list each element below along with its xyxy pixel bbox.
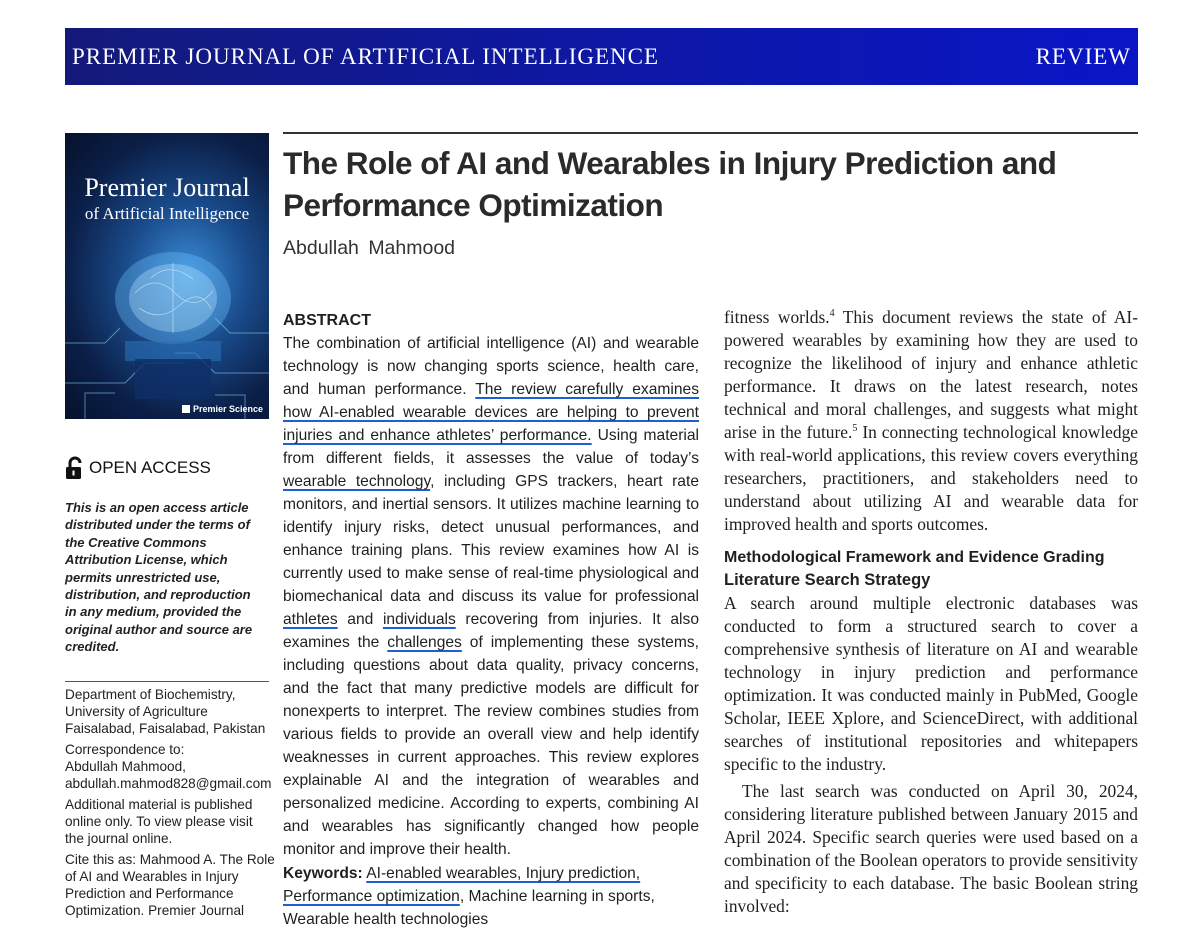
body-text: This document reviews the state of AI-powered wearables by examining how they are used to recognize the likelihood of injury and enhance athletic performance. It draws on the latest research, notes technical and moral challenges, and suggests what might arise in the future.: [724, 307, 1138, 442]
section-heading: Methodological Framework and Evidence Grading: [724, 549, 1105, 566]
license-statement: This is an open access article distributed under the terms of the Creative Commons Attribution License, which permits unrestricted use, distribution, and reproduction in any medium, provided the original author and source are credited.: [65, 500, 253, 655]
correspondence-name: Abdullah Mahmood,: [65, 759, 186, 774]
department: Department of Biochemistry, University of Agriculture Faisalabad, Faisalabad, Pakistan: [65, 687, 266, 736]
journal-banner: [65, 28, 1138, 85]
cover-title: Premier Journal: [84, 173, 250, 202]
abstract-section: [283, 309, 699, 931]
open-lock-icon: [65, 456, 85, 480]
abstract-text: , including GPS trackers, heart rate monitors, and inertial sensors. It utilizes machine learning to identify injury risks, detect unusual performances, and enhance training plans. This review examines how AI is currently used to make sense of real-time physiological and biomechanical data and discuss its value for professional: [283, 473, 699, 605]
reference-superscript[interactable]: 5: [852, 423, 858, 435]
abstract-highlight: The review carefully examines how AI-enabled wearable devices are helping to prevent injuries and enhance athletes’ performance.: [283, 381, 699, 444]
author-name: Abdullah Mahmood: [283, 237, 456, 259]
abstract-highlight: wearable technology: [283, 473, 431, 490]
open-access-badge: [65, 456, 211, 480]
keywords: [283, 862, 699, 931]
abstract-text: The combination of artificial intelligence (AI) and wearable technology is now changing sports science, health care, and human performance.: [283, 335, 699, 398]
body-column: [724, 306, 1138, 918]
publisher-name: Premier Science: [192, 404, 263, 414]
abstract-text: Using material from different fields, it assesses the value of today’s: [283, 427, 699, 467]
publisher-mark-icon: [182, 405, 190, 413]
abstract-highlight: athletes: [283, 611, 338, 628]
body-text: fitness worlds.: [724, 307, 830, 327]
article-title: The Role of AI and Wearables in Injury Prediction and Performance Optimization: [283, 145, 1057, 223]
abstract-highlight: individuals: [382, 611, 456, 628]
additional-material-note: Additional material is published online only. To view please visit the journal online.: [65, 797, 253, 846]
keywords-highlight: AI-enabled wearables, Injury prediction, Performance optimization: [283, 865, 641, 905]
abstract-text: and: [337, 611, 383, 628]
body-text: In connecting technological knowledge with real-world applications, this review covers everything researchers, practitioners, and stakeholders need to understand about utilizing AI and wearable data for improved health and sports outcomes.: [724, 422, 1138, 534]
cover-subtitle: of Artificial Intelligence: [84, 204, 250, 223]
abstract-text: recovering from injuries. It also examines the: [283, 611, 699, 651]
body-paragraph: [724, 306, 1138, 536]
open-access-label: OPEN ACCESS: [89, 458, 211, 477]
affiliation-block: [65, 686, 275, 923]
title-divider: [283, 132, 1138, 134]
journal-name: PREMIER JOURNAL OF ARTIFICIAL INTELLIGENCE: [72, 43, 660, 69]
publisher-logo: [182, 404, 263, 414]
keywords-label: Keywords:: [283, 865, 363, 882]
abstract-text: of implementing these systems, including questions about data quality, privacy concerns, and the fact that many predictive models are difficult for nonexperts to interpret. The review combines studies from various fields to provide an overall view and help identify weaknesses in current approaches. This review explores explainable AI and the integration of wearables and personalized medicine. According to experts, combining AI and wearables has significantly changed how people monitor and improve their health.: [283, 634, 699, 858]
reference-superscript[interactable]: 4: [829, 308, 835, 320]
abstract-heading: ABSTRACT: [283, 312, 371, 329]
article-type: REVIEW: [1035, 43, 1131, 69]
journal-cover: [65, 133, 269, 419]
abstract-highlight: challenges: [387, 634, 462, 651]
keywords-rest: , Machine learning in sports, Wearable health technologies: [283, 888, 655, 928]
correspondence-email[interactable]: abdullah.mahmod828@gmail.com: [65, 776, 272, 791]
affiliation-divider: [65, 681, 269, 682]
correspondence: [65, 741, 275, 792]
body-paragraph: The last search was conducted on April 30, 2024, considering literature published between January 2015 and April 2024. Specific search queries were used based on a combination of the Boolean operators to provide sensitivity and specificity to each database. The basic Boolean string involved:: [724, 781, 1138, 916]
subsection-heading: Literature Search Strategy: [724, 571, 931, 589]
correspondence-label: Correspondence to:: [65, 742, 185, 757]
citation: Cite this as: Mahmood A. The Role of AI and Wearables in Injury Prediction and Performance Optimization. Premier Journal: [65, 852, 275, 918]
body-paragraph: A search around multiple electronic databases was conducted to form a structured search to cover a comprehensive synthesis of literature on AI and wearable technology in injury prediction and performance optimization. It was conducted mainly in PubMed, Google Scholar, IEEE Xplore, and ScienceDirect, with additional searches of institutional repositories and whitepapers specific to the industry.: [724, 593, 1138, 774]
